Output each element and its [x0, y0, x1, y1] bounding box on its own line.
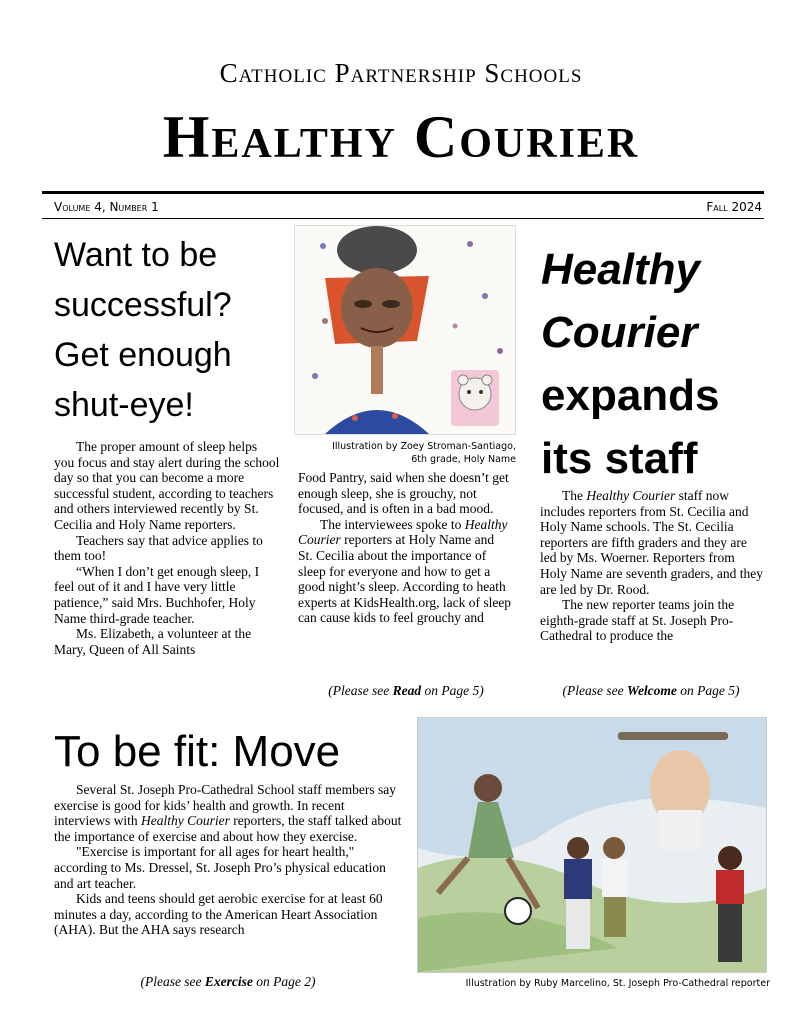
text-run: on Page 5): [421, 683, 484, 698]
text-run: staff now includes reporters from St. Cecilia and Holy Name schools. The St. Cecilia reporters are fifth graders and they are led by Ms. Woerner. Reporters from Holy Name are seventh graders, and they are led by Dr. Rood.: [540, 488, 764, 597]
text-run: Several St. Joseph Pro-Cathedral School staff members say exercise is good for kids’ health and growth. In recent interviews with: [54, 782, 396, 829]
fitness-headline: To be fit: Move: [54, 727, 341, 776]
text-run: (Please see: [140, 974, 205, 989]
paragraph: [54, 782, 402, 844]
volume-number: Volume 4, Number 1: [54, 200, 159, 214]
paragraph: The proper amount of sleep helps you focus and stay alert during the school day so that you can become a more successful student, according to teachers and others interviewed recently by St. Cecilia and Holy Name reporters.: [54, 439, 280, 532]
paragraph: Food Pantry, said when she doesn’t get enough sleep, she is grouchy, not focused, and is often in a bad mood.: [298, 470, 509, 517]
text-run: reporters at Holy Name and St. Cecilia about the importance of sleep for everyone and how to get a good night’s sleep. According to heath experts at KidsHealth.org, lack of sleep can cause kids to feel grouchy and: [298, 532, 512, 626]
fitness-column: [54, 782, 402, 938]
issue-season: Fall 2024: [706, 200, 762, 214]
sleep-headline: Want to be successful? Get enough shut-eye!: [54, 236, 232, 424]
text-run: on Page 2): [252, 974, 316, 989]
newsletter-title: Healthy Courier: [162, 104, 640, 170]
continued-welcome-link[interactable]: [534, 683, 768, 699]
headline-line: its staff: [541, 434, 698, 483]
exercise-drawing: [418, 718, 766, 972]
text-run: (Please see: [328, 683, 393, 698]
newsletter-name: Healthy Courier: [586, 488, 676, 503]
publisher-name: Catholic Partnership Schools: [219, 58, 583, 88]
jump-word: Welcome: [626, 683, 677, 698]
staff-column: [540, 488, 764, 644]
portrait-drawing: [295, 226, 515, 434]
text-run: on Page 5): [676, 683, 740, 698]
paragraph: Teachers say that advice applies to them too!: [54, 532, 263, 564]
caption-line: 6th grade, Holy Name: [411, 454, 516, 465]
exercise-illustration: [417, 717, 767, 973]
headline-line: Healthy: [541, 245, 700, 294]
newsletter-name: Healthy Courier: [298, 516, 508, 548]
paragraph: [540, 488, 764, 597]
paragraph: Kids and teens should get aerobic exercise for at least 60 minutes a day, according to the American Heart Association (AHA). But the AHA says research: [54, 891, 383, 938]
paragraph: The new reporter teams join the eighth-grade staff at St. Joseph Pro-Cathedral to produce the: [540, 597, 735, 644]
headline-line: Courier: [541, 308, 698, 357]
portrait-caption: [296, 440, 516, 466]
sleep-column-2: [298, 470, 512, 626]
text-run: reporters, the staff talked about the importance of exercise and about how they exercise.: [54, 813, 402, 844]
masthead-rule-bottom: [42, 218, 764, 219]
text-run: The interviewees spoke to: [320, 516, 465, 532]
sleep-column-1: [54, 439, 280, 657]
text-run: (Please see: [562, 683, 627, 698]
continued-exercise-link[interactable]: [54, 974, 402, 990]
newsletter-name: Healthy Courier: [141, 813, 230, 829]
text-run: The: [562, 488, 587, 503]
paragraph: “When I don’t get enough sleep, I feel out of it and I have very little patience,” said Mrs. Buchhofer, Holy Name third-grade teacher.: [54, 563, 260, 626]
masthead-rule-top: [42, 191, 764, 194]
continued-read-link[interactable]: [296, 683, 516, 699]
jump-word: Exercise: [204, 974, 253, 989]
caption-line: Illustration by Zoey Stroman-Santiago,: [332, 441, 516, 452]
paragraph: "Exercise is important for all ages for heart health," according to Ms. Dressel, St. Joseph Pro’s physical education and art teacher.: [54, 844, 386, 891]
headline-line: expands: [541, 371, 720, 420]
paragraph: [298, 517, 512, 626]
staff-headline: [541, 238, 771, 490]
paragraph: Ms. Elizabeth, a volunteer at the Mary, Queen of All Saints: [54, 626, 252, 657]
exercise-caption: Illustration by Ruby Marcelino, St. Joseph Pro-Cathedral reporter: [465, 978, 770, 989]
jump-word: Read: [392, 683, 422, 698]
portrait-illustration: [294, 225, 516, 435]
